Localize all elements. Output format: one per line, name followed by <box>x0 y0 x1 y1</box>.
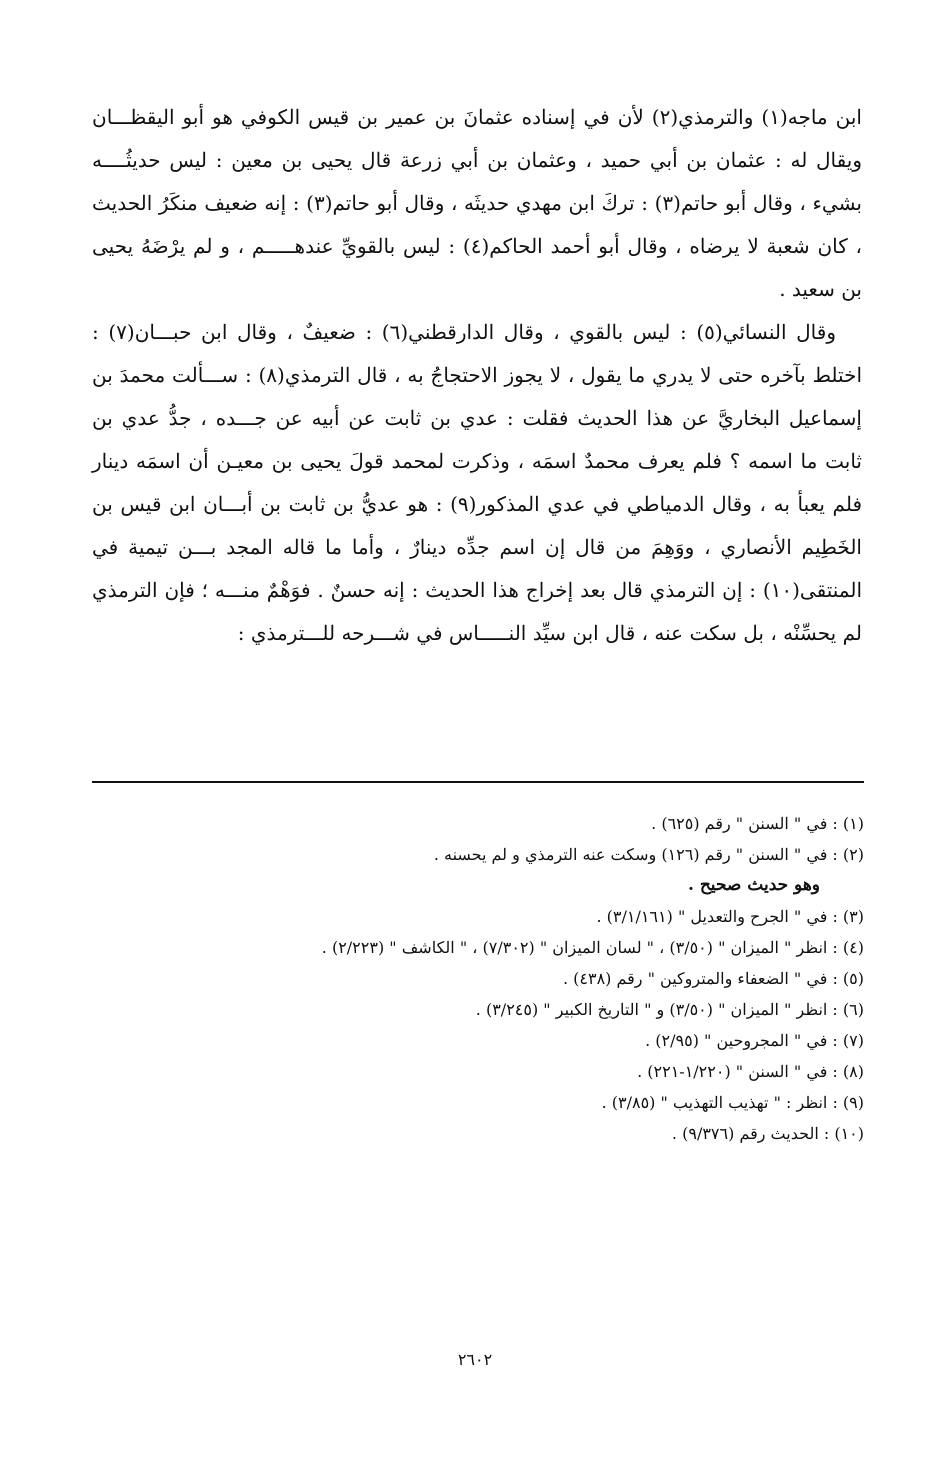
footnote-2: (٢) : في " السنن " رقم (١٢٦) وسكت عنه الترمذي و لم يحسنه . <box>433 845 864 864</box>
page-number: ٢٦٠٢ <box>457 1350 493 1369</box>
footnote-separator <box>92 781 864 783</box>
footnote-9: (٩) : انظر : " تهذيب التهذيب " (٣/٨٥) . <box>601 1093 864 1112</box>
footnote-8: (٨) : في " السنن " (١/٢٢٠-٢٢١) . <box>637 1062 864 1081</box>
footnote-4: (٤) : انظر " الميزان " (٣/٥٠) ، " لسان الميزان " (٧/٣٠٢) ، " الكاشف " (٢/٢٢٣) . <box>321 938 864 957</box>
paragraph-2: وقال النسائي(٥) : ليس بالقوي ، وقال الدارقطني(٦) : ضعيفٌ ، وقال ابن حبـــان(٧) : اختلط بآخره حتى لا يدري ما يقول ، لا يجوز الاحتجاجُ به ، قال الترمذي(٨) : ســـألت محمدَ بن إسماعيل البخاريَّ عن هذا الحديث فقلت : عدي بن ثابت عن أبيه عن جـــده ، جدُّ عدي بن ثابت ما اسمه ؟ فلم يعرف محمدٌ اسمَه ، وذكرت لمحمد قولَ يحيى بن معيـن أن اسمَه دينار فلم يعبأ به ، وقال الدمياطي في عدي المذكور(٩) : هو عديُّ بن ثابت بن أبـــان ابن قيس بن الخَطِيم الأنصاري ، ووَهِمَ من قال إن اسم جدِّه دينارٌ ، وأما ما قاله المجد بـــن تيمية في المنتقى(١٠) : إن الترمذي قال بعد إخراج هذا الحديث : إنه حسنٌ . فوَهْمٌ منـــه ؛ فإن الترمذي لم يحسِّنْه ، بل سكت عنه ، قال ابن سيِّد النـــــاس في شـــرحه للـــترمذي : <box>92 320 863 645</box>
footnote-5: (٥) : في " الضعفاء والمتروكين " رقم (٤٣٨) . <box>562 969 864 988</box>
footnote-1: (١) : في " السنن " رقم (٦٢٥) . <box>651 814 864 833</box>
paragraph-1: ابن ماجه(١) والترمذي(٢) لأن في إسناده عثمانَ بن عمير بن قيس الكوفي هو أبو اليقظـــان ويقال له : عثمان بن أبي حميد ، وعثمان بن أبي زرعة قال يحيى بن معين : ليس حديثُــــه بشيء ، وقال أبو حاتم(٣) : تركَ ابن مهدي حديثَه ، وقال أبو حاتم(٣) : إنه ضعيف منكَرُ الحديث ، كان شعبة لا يرضاه ، وقال أبو أحمد الحاكم(٤) : ليس بالقويِّ عندهـــــم ، و لم يرْضَهُ يحيى بن سعيد . <box>92 105 862 301</box>
footnote-2-note: وهو حديث صحيح . <box>688 875 820 895</box>
footnotes-list <box>92 808 864 1149</box>
footnote-10: (١٠) : الحديث رقم (٩/٣٧٦) . <box>671 1124 864 1143</box>
main-text <box>92 96 862 655</box>
footnote-3: (٣) : في " الجرح والتعديل " (٣/١/١٦١) . <box>596 907 864 926</box>
footnote-7: (٧) : في " المجروحين " (٢/٩٥) . <box>645 1031 864 1050</box>
footnote-6: (٦) : انظر " الميزان " (٣/٥٠) و " التاريخ الكبير " (٣/٢٤٥) . <box>475 1000 864 1019</box>
